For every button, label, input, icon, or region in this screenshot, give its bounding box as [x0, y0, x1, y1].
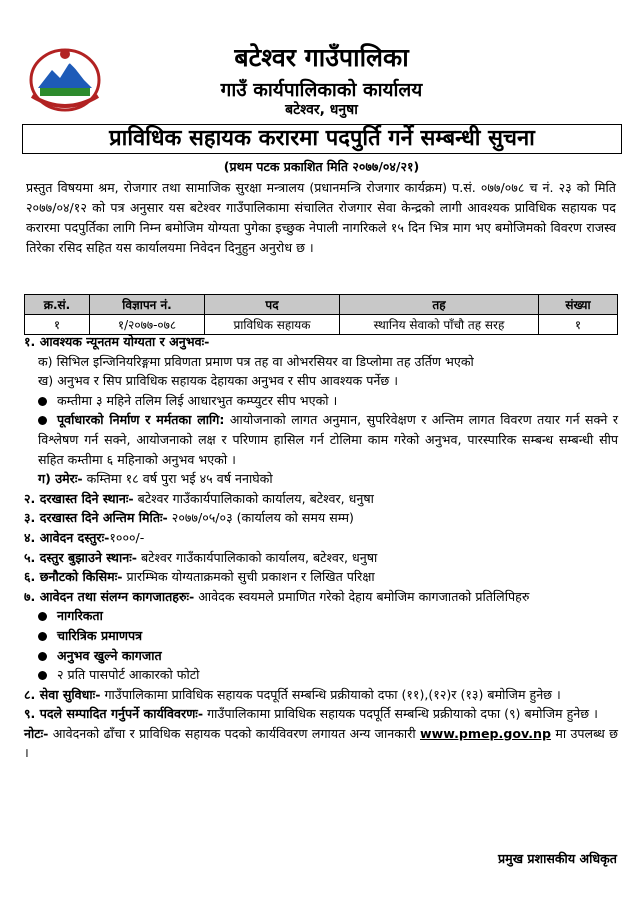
org-name: बटेश्वर गाउँपालिका: [234, 43, 409, 72]
age-label: ग) उमेरः-: [38, 471, 83, 487]
note: [24, 724, 618, 763]
bullet-icon: [38, 671, 47, 680]
list-item: [24, 665, 618, 685]
col-header-level: तह: [340, 295, 539, 315]
section-5: [24, 548, 618, 568]
section-2: [24, 489, 618, 509]
list-item: [24, 606, 618, 626]
qualification-b1-text: कम्तीमा ३ महिने तलिम लिई आधारभुत कम्प्युटर सीप भएको ।: [57, 392, 338, 408]
section-6-text: प्रारम्भिक योग्यताक्रमको सुची प्रकाशन र लिखित परिक्षा: [122, 569, 375, 585]
bullet-icon: [38, 416, 47, 425]
note-url-link[interactable]: www.pmep.gov.np: [419, 725, 551, 741]
signature: प्रमुख प्रशासकीय अधिकृत: [498, 851, 617, 866]
section-1-title: १. आवश्यक न्यूनतम योग्यता र अनुभवः-: [24, 334, 210, 349]
section-9-text: गाउँपालिकामा प्राविधिक सहायक पदपूर्ति सम्बन्धि प्रक्रीयाको दफा (९) बमोजिम हुनेछ ।: [203, 706, 598, 722]
qualification-b2-label: पूर्वाधारको निर्माण र मर्मतका लागि:: [57, 412, 225, 428]
section-8: [24, 685, 618, 705]
note-text: आवेदनको ढाँचा र प्राविधिक सहायक पदको कार्यविवरण लगायत अन्य जानकारी: [48, 725, 416, 741]
bullet-icon: [38, 612, 47, 621]
section-2-label: २. दरखास्त दिने स्थानः-: [24, 490, 134, 506]
cell-sn: १: [25, 315, 90, 335]
doc-photo: २ प्रति पासपोर्ट आकारको फोटो: [57, 667, 200, 683]
list-item: [24, 626, 618, 646]
section-7-text: आवेदक स्वयमले प्रमाणित गरेको देहाय बमोजिम कागजातको प्रतिलिपिहरु: [194, 588, 530, 604]
col-header-post: पद: [205, 295, 340, 315]
notice-title: प्राविधिक सहायक करारमा पदपुर्ति गर्ने सम्बन्धी सुचना: [22, 124, 622, 154]
section-4-label: ४. आवेदन दस्तुरः-: [24, 529, 110, 545]
cell-ad-no: १/२०७७-०७८: [90, 315, 205, 335]
doc-citizenship: नागरिकता: [57, 608, 103, 624]
section-4: [24, 528, 618, 548]
bullet-icon: [38, 397, 47, 406]
doc-experience: अनुभव खुल्ने कागजात: [57, 647, 162, 663]
qualification-a: क) सिभिल इन्जिनियरिङ्गमा प्रविणता प्रमाण पत्र तह वा ओभरसियर वा डिप्लोमा तह उर्तिण भएको: [38, 353, 474, 369]
intro-paragraph: प्रस्तुत विषयमा श्रम, रोजगार तथा सामाजिक सुरक्षा मन्त्रालय (प्रधानमन्त्रि रोजगार कार्यक्रम) प.सं. ०७७/०७८ च नं. २३ को मिति २०७७/०४/१२ को पत्र अनुसार यस बटेश्वर गाउँपालिकामा संचालित रोजगार सेवा केन्द्रको लागी आवश्यक प्राविधिक सहायक पद करारमा पदपुर्तिका लागि निम्न बमोजिम योग्यता पुगेका इच्छुक नेपाली नागरिकले १५ दिन भित्र माग भए बमोजिमको विवरण राजस्व तिरेका रसिद सहित यस कार्यालयमा निवेदन दिनुहुन अनुरोध छ ।: [26, 180, 616, 255]
col-header-sn: क्र.सं.: [25, 295, 90, 315]
cell-level: स्थानिय सेवाको पाँचौ तह सरह: [340, 315, 539, 335]
section-6-label: ६. छनौटको किसिमः-: [24, 569, 123, 585]
doc-character-certificate: चारित्रिक प्रमाणपत्र: [57, 627, 143, 643]
list-item: [24, 646, 618, 666]
table-header-row: [25, 295, 618, 315]
section-7-label: ७. आवेदन तथा संलग्न कागजातहरुः-: [24, 588, 195, 604]
age-text: कम्तिमा १८ वर्ष पुरा भई ४५ वर्ष ननाघेको: [82, 471, 273, 487]
section-9-label: ९. पदले सम्पादित गर्नुपर्ने कार्यविवरणः-: [24, 706, 204, 722]
col-header-ad-no: विज्ञापन नं.: [90, 295, 205, 315]
qualification-b1: [24, 391, 618, 411]
section-5-label: ५. दस्तुर बुझाउने स्थानः-: [24, 549, 137, 565]
note-tail: मा उपलब्ध छ ।: [24, 725, 618, 761]
section-3-label: ३. दरखास्त दिने अन्तिम मितिः-: [24, 510, 168, 526]
section-6: [24, 567, 618, 587]
notice-body: [24, 332, 618, 763]
office-address: बटेश्वर, धनुषा: [285, 102, 358, 118]
qualification-b2-text: आयोजनाको लागत अनुमान, सुपरिवेक्षण र अन्तिम लागत विवरण तयार गर्न सक्ने र विश्लेषण गर्न सक्ने, आयोजनाको लक्ष र परिणाम हासिल गर्न टोलिमा काम गरेको अनुभव, पारस्पारिक सम्बन्ध सम्बन्धी सीप सहित कम्तीमा ६ महिनाको अनुभव भएको ।: [38, 412, 618, 467]
qualification-b2: [24, 410, 618, 469]
qualification-c: [24, 469, 618, 489]
section-9: [24, 704, 618, 724]
section-3-text: २०७७/०५/०३ (कार्यालय को समय सम्म): [167, 510, 354, 526]
cell-count: १: [539, 315, 618, 335]
published-date: (प्रथम पटक प्रकाशित मिति २०७७/०४/२१): [223, 159, 420, 174]
section-2-text: बटेश्वर गाउँकार्यपालिकाको कार्यालय, बटेश्वर, धनुषा: [133, 490, 374, 506]
section-4-text: १०००/-: [109, 529, 145, 545]
section-8-label: ८. सेवा सुविधाः-: [24, 686, 101, 702]
col-header-count: संख्या: [539, 295, 618, 315]
qualification-b: ख) अनुभव र सिप प्राविधिक सहायक देहायका अनुभव र सीप आवश्यक पर्नेछ ।: [38, 373, 398, 389]
section-8-text: गाउँपालिकामा प्राविधिक सहायक पदपूर्ति सम्बन्धि प्रक्रीयाको दफा (११),(१२)र (१३) बमोजिम हुनेछ ।: [100, 686, 561, 702]
vacancy-table: [24, 294, 618, 335]
section-5-text: बटेश्वर गाउँकार्यपालिकाको कार्यालय, बटेश्वर, धनुषा: [136, 549, 378, 565]
section-7: [24, 587, 618, 607]
cell-post: प्राविधिक सहायक: [205, 315, 340, 335]
note-label: नोटः-: [24, 725, 49, 741]
bullet-icon: [38, 632, 47, 641]
office-name: गाउँ कार्यपालिकाको कार्यालय: [220, 79, 423, 101]
section-3: [24, 508, 618, 528]
bullet-icon: [38, 652, 47, 661]
